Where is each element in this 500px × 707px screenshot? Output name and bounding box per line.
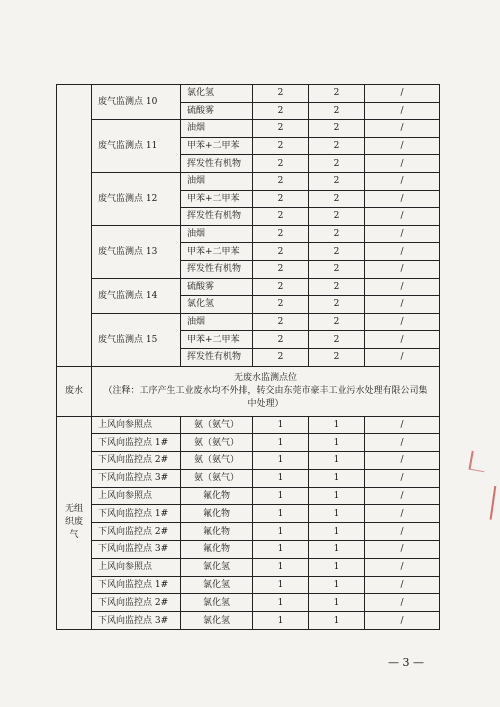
point-name-cell: 下风向监控点 1# xyxy=(92,576,181,594)
count-cell: 1 xyxy=(309,505,365,523)
frequency-cell: 2 xyxy=(253,331,309,349)
remark-cell: / xyxy=(365,594,440,612)
monitoring-point-name: 废气监测点 15 xyxy=(92,313,181,366)
table-row xyxy=(57,85,440,103)
remark-cell: / xyxy=(365,331,440,349)
count-cell: 2 xyxy=(309,296,365,314)
monitoring-point-name: 废气监测点 11 xyxy=(92,120,181,173)
remark-cell: / xyxy=(365,225,440,243)
frequency-cell: 1 xyxy=(253,541,309,559)
remark-cell: / xyxy=(365,487,440,505)
remark-cell: / xyxy=(365,85,440,103)
point-name-cell: 下风向监控点 3# xyxy=(92,469,181,487)
table-row xyxy=(57,225,440,243)
frequency-cell: 2 xyxy=(253,225,309,243)
category-cell-wastewater: 废水 xyxy=(57,366,92,416)
count-cell: 2 xyxy=(309,243,365,261)
remark-cell: / xyxy=(365,208,440,226)
table-row xyxy=(57,469,440,487)
pollutant-cell: 氟化物 xyxy=(181,523,253,541)
table-row xyxy=(57,594,440,612)
frequency-cell: 1 xyxy=(253,558,309,576)
count-cell: 2 xyxy=(309,348,365,366)
pollutant-cell: 氟化物 xyxy=(181,487,253,505)
pollutant-cell: 油烟 xyxy=(181,225,253,243)
table-row xyxy=(57,416,440,434)
frequency-cell: 2 xyxy=(253,102,309,120)
count-cell: 1 xyxy=(309,558,365,576)
pollutant-cell: 油烟 xyxy=(181,120,253,138)
point-name-cell: 上风向参照点 xyxy=(92,416,181,434)
frequency-cell: 2 xyxy=(253,278,309,296)
count-cell: 1 xyxy=(309,452,365,470)
remark-cell: / xyxy=(365,260,440,278)
frequency-cell: 2 xyxy=(253,155,309,173)
frequency-cell: 1 xyxy=(253,523,309,541)
frequency-cell: 2 xyxy=(253,137,309,155)
frequency-cell: 2 xyxy=(253,348,309,366)
count-cell: 2 xyxy=(309,120,365,138)
frequency-cell: 2 xyxy=(253,208,309,226)
count-cell: 1 xyxy=(309,523,365,541)
table-row xyxy=(57,452,440,470)
count-cell: 2 xyxy=(309,137,365,155)
remark-cell: / xyxy=(365,102,440,120)
point-name-cell: 下风向监控点 2# xyxy=(92,594,181,612)
frequency-cell: 1 xyxy=(253,576,309,594)
count-cell: 1 xyxy=(309,594,365,612)
pollutant-cell: 氟化物 xyxy=(181,541,253,559)
remark-cell: / xyxy=(365,120,440,138)
monitoring-point-name: 废气监测点 10 xyxy=(92,85,181,120)
pollutant-cell: 硫酸雾 xyxy=(181,102,253,120)
pollutant-cell: 氟化物 xyxy=(181,505,253,523)
frequency-cell: 1 xyxy=(253,452,309,470)
pollutant-cell: 甲苯+二甲苯 xyxy=(181,243,253,261)
remark-cell: / xyxy=(365,190,440,208)
pollutant-cell: 氯化氢 xyxy=(181,612,253,630)
frequency-cell: 2 xyxy=(253,260,309,278)
pollutant-cell: 氨（氨气） xyxy=(181,452,253,470)
count-cell: 1 xyxy=(309,612,365,630)
red-stamp-mark xyxy=(468,451,487,472)
pollutant-cell: 甲苯+二甲苯 xyxy=(181,190,253,208)
pollutant-cell: 挥发性有机物 xyxy=(181,260,253,278)
count-cell: 2 xyxy=(309,102,365,120)
monitoring-point-name: 废气监测点 14 xyxy=(92,278,181,313)
pollutant-cell: 甲苯+二甲苯 xyxy=(181,331,253,349)
frequency-cell: 1 xyxy=(253,469,309,487)
point-name-cell: 上风向参照点 xyxy=(92,487,181,505)
remark-cell: / xyxy=(365,155,440,173)
remark-cell: / xyxy=(365,434,440,452)
frequency-cell: 1 xyxy=(253,487,309,505)
frequency-cell: 2 xyxy=(253,85,309,103)
remark-cell: / xyxy=(365,505,440,523)
frequency-cell: 2 xyxy=(253,296,309,314)
pollutant-cell: 挥发性有机物 xyxy=(181,208,253,226)
table-row xyxy=(57,612,440,630)
count-cell: 1 xyxy=(309,469,365,487)
pollutant-cell: 油烟 xyxy=(181,172,253,190)
table-row xyxy=(57,558,440,576)
count-cell: 2 xyxy=(309,331,365,349)
wastewater-note xyxy=(92,366,440,416)
frequency-cell: 1 xyxy=(253,434,309,452)
wastewater-note-line1: 无废水监测点位 xyxy=(233,372,297,383)
count-cell: 2 xyxy=(309,172,365,190)
frequency-cell: 1 xyxy=(253,612,309,630)
remark-cell: / xyxy=(365,278,440,296)
point-name-cell: 下风向监控点 2# xyxy=(92,523,181,541)
pollutant-cell: 硫酸雾 xyxy=(181,278,253,296)
point-name-cell: 下风向监控点 1# xyxy=(92,434,181,452)
table-row xyxy=(57,434,440,452)
count-cell: 2 xyxy=(309,260,365,278)
pollutant-cell: 氨（氨气） xyxy=(181,416,253,434)
table-row xyxy=(57,505,440,523)
remark-cell: / xyxy=(365,523,440,541)
count-cell: 2 xyxy=(309,208,365,226)
count-cell: 2 xyxy=(309,278,365,296)
pollutant-cell: 挥发性有机物 xyxy=(181,348,253,366)
count-cell: 2 xyxy=(309,190,365,208)
remark-cell: / xyxy=(365,243,440,261)
monitoring-point-name: 废气监测点 12 xyxy=(92,172,181,225)
monitoring-table xyxy=(56,84,440,630)
remark-cell: / xyxy=(365,558,440,576)
remark-cell: / xyxy=(365,469,440,487)
frequency-cell: 1 xyxy=(253,594,309,612)
remark-cell: / xyxy=(365,452,440,470)
remark-cell: / xyxy=(365,576,440,594)
point-name-cell: 下风向监控点 3# xyxy=(92,541,181,559)
red-stamp-mark xyxy=(478,484,497,520)
remark-cell: / xyxy=(365,137,440,155)
frequency-cell: 2 xyxy=(253,172,309,190)
pollutant-cell: 氯化氢 xyxy=(181,594,253,612)
count-cell: 1 xyxy=(309,541,365,559)
point-name-cell: 下风向监控点 1# xyxy=(92,505,181,523)
count-cell: 1 xyxy=(309,416,365,434)
pollutant-cell: 氯化氢 xyxy=(181,558,253,576)
pollutant-cell: 氯化氢 xyxy=(181,576,253,594)
category-cell-fugitive: 无组织废气 xyxy=(57,416,92,630)
point-name-cell: 上风向参照点 xyxy=(92,558,181,576)
frequency-cell: 1 xyxy=(253,416,309,434)
remark-cell: / xyxy=(365,348,440,366)
count-cell: 2 xyxy=(309,155,365,173)
count-cell: 2 xyxy=(309,85,365,103)
count-cell: 2 xyxy=(309,313,365,331)
remark-cell: / xyxy=(365,541,440,559)
table-row xyxy=(57,576,440,594)
frequency-cell: 2 xyxy=(253,190,309,208)
table-row xyxy=(57,523,440,541)
remark-cell: / xyxy=(365,612,440,630)
table-row xyxy=(57,541,440,559)
frequency-cell: 2 xyxy=(253,243,309,261)
frequency-cell: 2 xyxy=(253,120,309,138)
pollutant-cell: 甲苯+二甲苯 xyxy=(181,137,253,155)
point-name-cell: 下风向监控点 2# xyxy=(92,452,181,470)
pollutant-cell: 挥发性有机物 xyxy=(181,155,253,173)
pollutant-cell: 氨（氨气） xyxy=(181,434,253,452)
count-cell: 1 xyxy=(309,487,365,505)
remark-cell: / xyxy=(365,313,440,331)
pollutant-cell: 氯化氢 xyxy=(181,85,253,103)
frequency-cell: 1 xyxy=(253,505,309,523)
frequency-cell: 2 xyxy=(253,313,309,331)
page-number: — 3 — xyxy=(388,656,424,669)
remark-cell: / xyxy=(365,172,440,190)
pollutant-cell: 油烟 xyxy=(181,313,253,331)
table-row xyxy=(57,120,440,138)
count-cell: 1 xyxy=(309,434,365,452)
wastewater-note-line2: （注释：工序产生工业废水均不外排，转交由东莞市豪丰工业污水处理有限公司集中处理） xyxy=(103,385,428,409)
table-row xyxy=(57,487,440,505)
category-cell-waste-gas xyxy=(57,85,92,367)
table-row xyxy=(57,366,440,416)
count-cell: 1 xyxy=(309,576,365,594)
monitoring-point-name: 废气监测点 13 xyxy=(92,225,181,278)
point-name-cell: 下风向监控点 3# xyxy=(92,612,181,630)
pollutant-cell: 氨（氨气） xyxy=(181,469,253,487)
pollutant-cell: 氯化氢 xyxy=(181,296,253,314)
remark-cell: / xyxy=(365,296,440,314)
table-row xyxy=(57,278,440,296)
remark-cell: / xyxy=(365,416,440,434)
count-cell: 2 xyxy=(309,225,365,243)
table-row xyxy=(57,172,440,190)
table-row xyxy=(57,313,440,331)
